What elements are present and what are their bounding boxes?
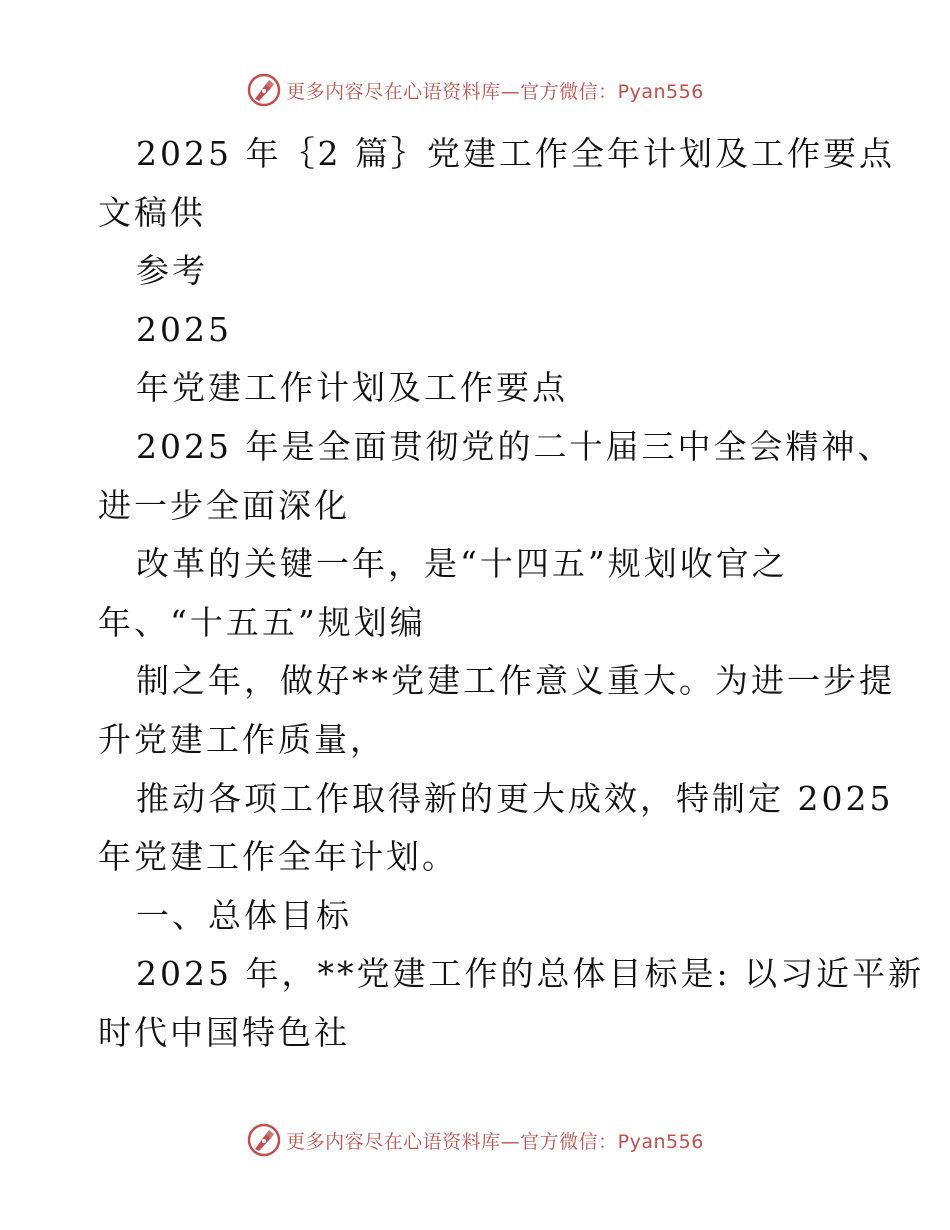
- pen-nib-logo-icon: [246, 72, 282, 108]
- text-line: 年、“十五五”规划编: [98, 602, 426, 642]
- header-watermark: [0, 70, 950, 110]
- text-line: 2025 年｛2 篇｝党建工作全年计划及工作要点: [136, 134, 895, 173]
- text-line: 2025 年，**党建工作的总体目标是: 以习近平新: [136, 954, 925, 994]
- section-heading: 一、总体目标: [136, 895, 352, 935]
- document-body: [98, 125, 925, 1063]
- watermark-text: 更多内容尽在心语资料库—官方微信：Pyan556: [286, 80, 704, 103]
- text-line: 改革的关键一年，是“十四五”规划收官之: [136, 544, 788, 584]
- text-line: 升党建工作质量，: [98, 719, 386, 759]
- text-line: 年党建工作计划及工作要点: [136, 368, 568, 408]
- text-line: 2025: [136, 309, 232, 349]
- text-line: 年党建工作全年计划。: [98, 837, 458, 877]
- text-line: 推动各项工作取得新的更大成效，特制定 2025: [136, 778, 894, 818]
- text-line: 文稿供: [98, 192, 206, 232]
- text-line: 2025 年是全面贯彻党的二十届三中全会精神、: [136, 426, 894, 466]
- pen-nib-logo-icon: [246, 1122, 282, 1158]
- footer-watermark: [0, 1120, 950, 1160]
- text-line: 进一步全面深化: [98, 485, 350, 525]
- text-line: 时代中国特色社: [98, 1012, 350, 1052]
- text-line: 制之年，做好**党建工作意义重大。为进一步提: [136, 661, 895, 701]
- watermark-text: 更多内容尽在心语资料库—官方微信：Pyan556: [286, 1130, 704, 1153]
- text-line: 参考: [136, 251, 208, 291]
